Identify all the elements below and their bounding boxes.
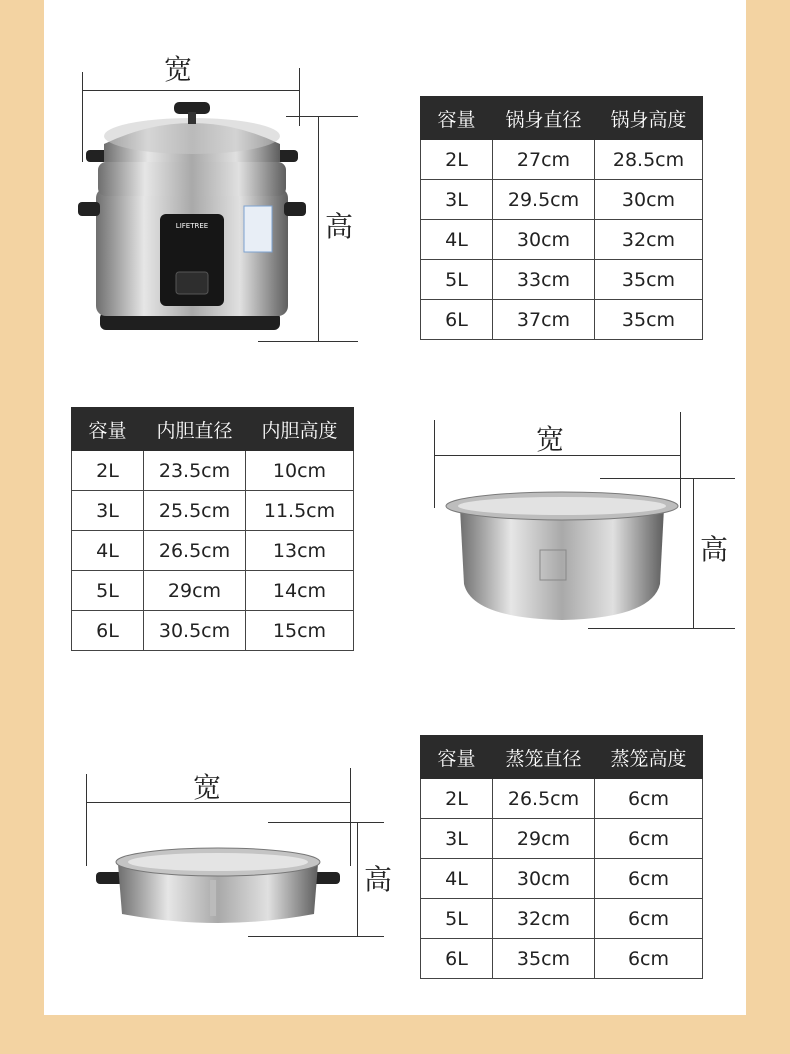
cell: 5L	[72, 571, 144, 611]
inner-pot-size-table	[71, 407, 354, 651]
table-row	[421, 140, 703, 180]
table-row	[421, 300, 703, 340]
cell: 6cm	[595, 779, 703, 819]
width-guide-left	[434, 420, 435, 508]
rice-cooker-image	[72, 92, 312, 338]
table-row	[421, 859, 703, 899]
width-label: 宽	[536, 423, 565, 456]
width-guide-left	[86, 774, 87, 866]
cell: 4L	[72, 531, 144, 571]
table-row	[421, 220, 703, 260]
steamer-header-height: 蒸笼高度	[595, 736, 703, 779]
width-label: 宽	[164, 53, 193, 86]
cell: 30.5cm	[144, 611, 246, 651]
cell: 30cm	[493, 859, 595, 899]
cell: 15cm	[246, 611, 354, 651]
steamer-header-capacity: 容量	[421, 736, 493, 779]
steamer-header-diameter: 蒸笼直径	[493, 736, 595, 779]
cooker-header-height: 锅身高度	[595, 97, 703, 140]
cell: 26.5cm	[144, 531, 246, 571]
cell: 14cm	[246, 571, 354, 611]
cell: 26.5cm	[493, 779, 595, 819]
width-label: 宽	[193, 771, 222, 804]
cell: 2L	[421, 779, 493, 819]
cell: 28.5cm	[595, 140, 703, 180]
steamer-size-table	[420, 735, 703, 979]
cell: 13cm	[246, 531, 354, 571]
table-row	[72, 611, 354, 651]
cell: 3L	[72, 491, 144, 531]
cell: 6L	[421, 939, 493, 979]
table-row	[421, 819, 703, 859]
cell: 30cm	[595, 180, 703, 220]
cell: 27cm	[493, 140, 595, 180]
height-dimension-line	[318, 116, 319, 342]
cell: 5L	[421, 260, 493, 300]
cell: 23.5cm	[144, 451, 246, 491]
cell: 4L	[421, 220, 493, 260]
table-row	[421, 779, 703, 819]
cell: 10cm	[246, 451, 354, 491]
table-row	[421, 899, 703, 939]
cell: 29.5cm	[493, 180, 595, 220]
cell: 35cm	[493, 939, 595, 979]
cell: 6cm	[595, 819, 703, 859]
cell: 29cm	[493, 819, 595, 859]
cell: 30cm	[493, 220, 595, 260]
cell: 3L	[421, 819, 493, 859]
height-label: 高	[700, 533, 729, 566]
cell: 25.5cm	[144, 491, 246, 531]
cooker-size-table	[420, 96, 703, 340]
table-row	[72, 571, 354, 611]
cell: 2L	[72, 451, 144, 491]
height-guide-top	[600, 478, 735, 479]
brand-logo-text: LIFETREE	[175, 222, 209, 230]
cell: 6L	[72, 611, 144, 651]
cell: 4L	[421, 859, 493, 899]
inner-header-diameter: 内胆直径	[144, 408, 246, 451]
inner-pot-image	[442, 486, 682, 626]
table-row	[421, 939, 703, 979]
cell: 3L	[421, 180, 493, 220]
cell: 6L	[421, 300, 493, 340]
cooker-header-diameter: 锅身直径	[493, 97, 595, 140]
cell: 35cm	[595, 260, 703, 300]
cell: 11.5cm	[246, 491, 354, 531]
height-guide-bottom	[588, 628, 735, 629]
cell: 32cm	[595, 220, 703, 260]
steamer-image	[94, 840, 342, 932]
cell: 6cm	[595, 899, 703, 939]
height-guide-bottom	[258, 341, 358, 342]
cell: 32cm	[493, 899, 595, 939]
cooker-header-capacity: 容量	[421, 97, 493, 140]
cell: 29cm	[144, 571, 246, 611]
cell: 35cm	[595, 300, 703, 340]
cell: 37cm	[493, 300, 595, 340]
width-dimension-line	[82, 90, 300, 91]
inner-header-capacity: 容量	[72, 408, 144, 451]
table-row	[72, 451, 354, 491]
table-row	[421, 260, 703, 300]
cell: 2L	[421, 140, 493, 180]
table-row	[72, 491, 354, 531]
inner-header-height: 内胆高度	[246, 408, 354, 451]
height-dimension-line	[693, 478, 694, 628]
table-row	[421, 180, 703, 220]
cell: 5L	[421, 899, 493, 939]
height-dimension-line	[357, 822, 358, 936]
table-row	[72, 531, 354, 571]
width-guide-right	[350, 768, 351, 866]
cell: 33cm	[493, 260, 595, 300]
height-guide-top	[268, 822, 384, 823]
height-label: 高	[325, 210, 354, 243]
cell: 6cm	[595, 859, 703, 899]
cell: 6cm	[595, 939, 703, 979]
height-guide-bottom	[248, 936, 384, 937]
height-label: 高	[364, 863, 393, 896]
